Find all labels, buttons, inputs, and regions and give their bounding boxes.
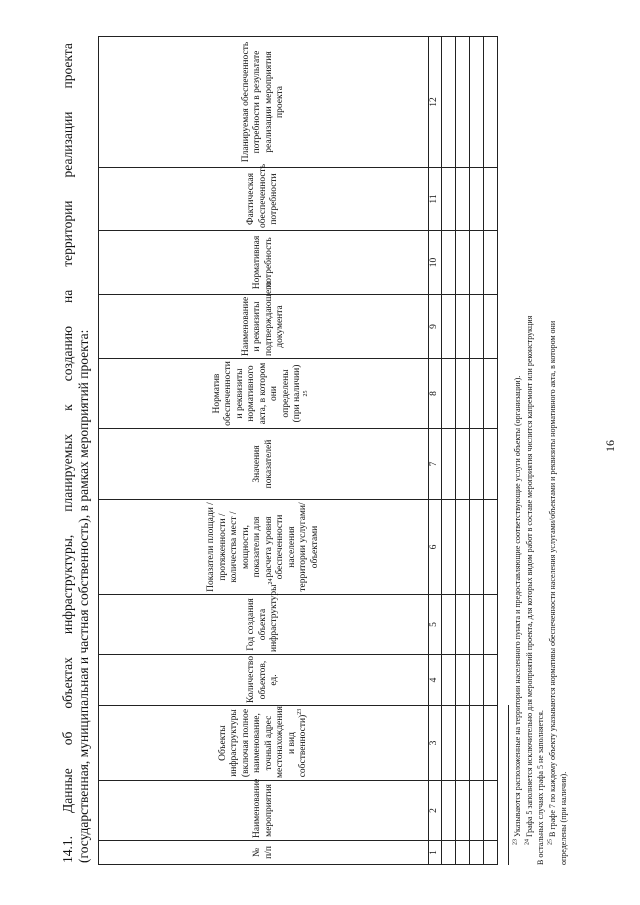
table-cell <box>470 295 484 359</box>
column-number: 11 <box>429 168 442 231</box>
column-header: № п/п <box>99 841 429 865</box>
footnote: определены (при наличии). <box>559 771 568 865</box>
table-cell <box>456 231 470 295</box>
table-cell <box>456 37 470 168</box>
heading-word: к <box>60 404 75 411</box>
column-number: 8 <box>429 359 442 429</box>
table-cell <box>442 37 456 168</box>
heading-line-2: (государственная, муниципальная и частная собственность), в рамках мероприятий проекта: <box>76 329 91 863</box>
footnote: $^{25}$ В графе 7 по каждому объекту указываются нормативы обеспеченности населения услугами/объектами и реквизиты нормативного акта, в котором они <box>546 320 557 845</box>
page-number: 16 <box>603 440 617 452</box>
table-cell <box>456 429 470 500</box>
table-row <box>456 37 470 865</box>
heading-word: созданию <box>60 326 75 382</box>
table-cell <box>442 500 456 595</box>
heading-word: Данные <box>60 768 75 813</box>
footnote: $^{24}$ Графа 5 заполняется исключительно для мероприятий проекта, для которых видом работ в составе мероприятия числится капремонт или реконструкция <box>523 315 534 845</box>
column-number-row <box>429 37 442 865</box>
footnotes <box>512 37 570 865</box>
table-cell <box>470 781 484 841</box>
table-cell <box>456 168 470 231</box>
table-cell <box>470 500 484 595</box>
column-number: 1 <box>429 841 442 865</box>
table-cell <box>484 429 498 500</box>
column-number: 6 <box>429 500 442 595</box>
table-cell <box>484 231 498 295</box>
heading-word: реализации <box>60 111 75 178</box>
column-header: Количество объектов, ед. <box>99 655 429 706</box>
column-number: 2 <box>429 781 442 841</box>
table-cell <box>442 706 456 781</box>
table-cell <box>442 295 456 359</box>
column-number: 3 <box>429 706 442 781</box>
table-cell <box>456 706 470 781</box>
table-header-row <box>99 37 429 865</box>
column-header: Значения показателей <box>99 429 429 500</box>
table-cell <box>456 781 470 841</box>
table-cell <box>470 37 484 168</box>
column-header: Наименование мероприятия <box>99 781 429 841</box>
column-header: Планируемая обеспеченность потребности в результате реализации мероприятия проекта <box>99 37 429 168</box>
column-header: Норматив обеспеченности и реквизиты нормативного акта, в котором они определены (при наличии) $^{25}$ <box>99 359 429 429</box>
table-cell <box>442 429 456 500</box>
table-cell <box>470 595 484 655</box>
table-cell <box>470 706 484 781</box>
table-cell <box>484 706 498 781</box>
heading-word: на <box>60 289 75 303</box>
column-header: Год создания объекта инфраструктуры$^{24}$ <box>99 595 429 655</box>
table-cell <box>470 655 484 706</box>
table-cell <box>484 359 498 429</box>
table-cell <box>442 655 456 706</box>
table-cell <box>442 359 456 429</box>
table-cell <box>484 841 498 865</box>
column-number: 5 <box>429 595 442 655</box>
column-number: 7 <box>429 429 442 500</box>
table-cell <box>442 781 456 841</box>
table-cell <box>442 231 456 295</box>
column-number: 9 <box>429 295 442 359</box>
table-cell <box>484 595 498 655</box>
heading-line-1 <box>60 43 76 863</box>
column-number: 4 <box>429 655 442 706</box>
table-cell <box>456 841 470 865</box>
table-cell <box>470 359 484 429</box>
heading-word: об <box>60 731 75 746</box>
column-header: Объекты инфраструктуры (включая полное наименование, точный адрес местонахождения и вид собственности)$^{23}$ <box>99 706 429 781</box>
heading-word: инфраструктуры, <box>60 534 75 635</box>
heading-word: проекта <box>60 43 75 89</box>
column-header: Показатели площади / протяженности / количества мест / мощности, показатели для расчета уровня обеспеченности населения территории услугами/ объектами <box>99 500 429 595</box>
table-cell <box>442 595 456 655</box>
heading-word: планируемых <box>60 433 75 512</box>
table-cell <box>470 429 484 500</box>
table-cell <box>442 841 456 865</box>
table-cell <box>456 595 470 655</box>
heading-word: 14.1. <box>60 836 75 863</box>
table-row <box>484 37 498 865</box>
footnote: $^{23}$ Указываются расположенные на территории населенного пункта и предоставляющие соответствующие услуги объекты (организации). <box>512 375 522 845</box>
column-header: Наименование и реквизиты подтверждающего документа <box>99 295 429 359</box>
table-cell <box>484 37 498 168</box>
table-cell <box>470 841 484 865</box>
table-cell <box>456 500 470 595</box>
table-cell <box>442 168 456 231</box>
column-number: 10 <box>429 231 442 295</box>
infrastructure-table <box>98 36 498 865</box>
footnote: В остальных случаях графа 5 не заполняется. <box>536 710 545 865</box>
table-row <box>470 37 484 865</box>
column-header: Фактическая обеспеченность потребности <box>99 168 429 231</box>
table-cell <box>484 781 498 841</box>
heading-word: объектах <box>60 657 75 709</box>
footnote-divider <box>508 705 509 865</box>
section-heading <box>60 43 92 863</box>
table-cell <box>484 500 498 595</box>
table-cell <box>470 231 484 295</box>
column-number: 12 <box>429 37 442 168</box>
table-cell <box>484 655 498 706</box>
heading-word: территории <box>60 200 75 267</box>
table-cell <box>484 168 498 231</box>
column-header: Нормативная потребность <box>99 231 429 295</box>
table-cell <box>456 655 470 706</box>
table-row <box>442 37 456 865</box>
table-cell <box>456 359 470 429</box>
table-cell <box>484 295 498 359</box>
table-cell <box>470 168 484 231</box>
table-cell <box>456 295 470 359</box>
